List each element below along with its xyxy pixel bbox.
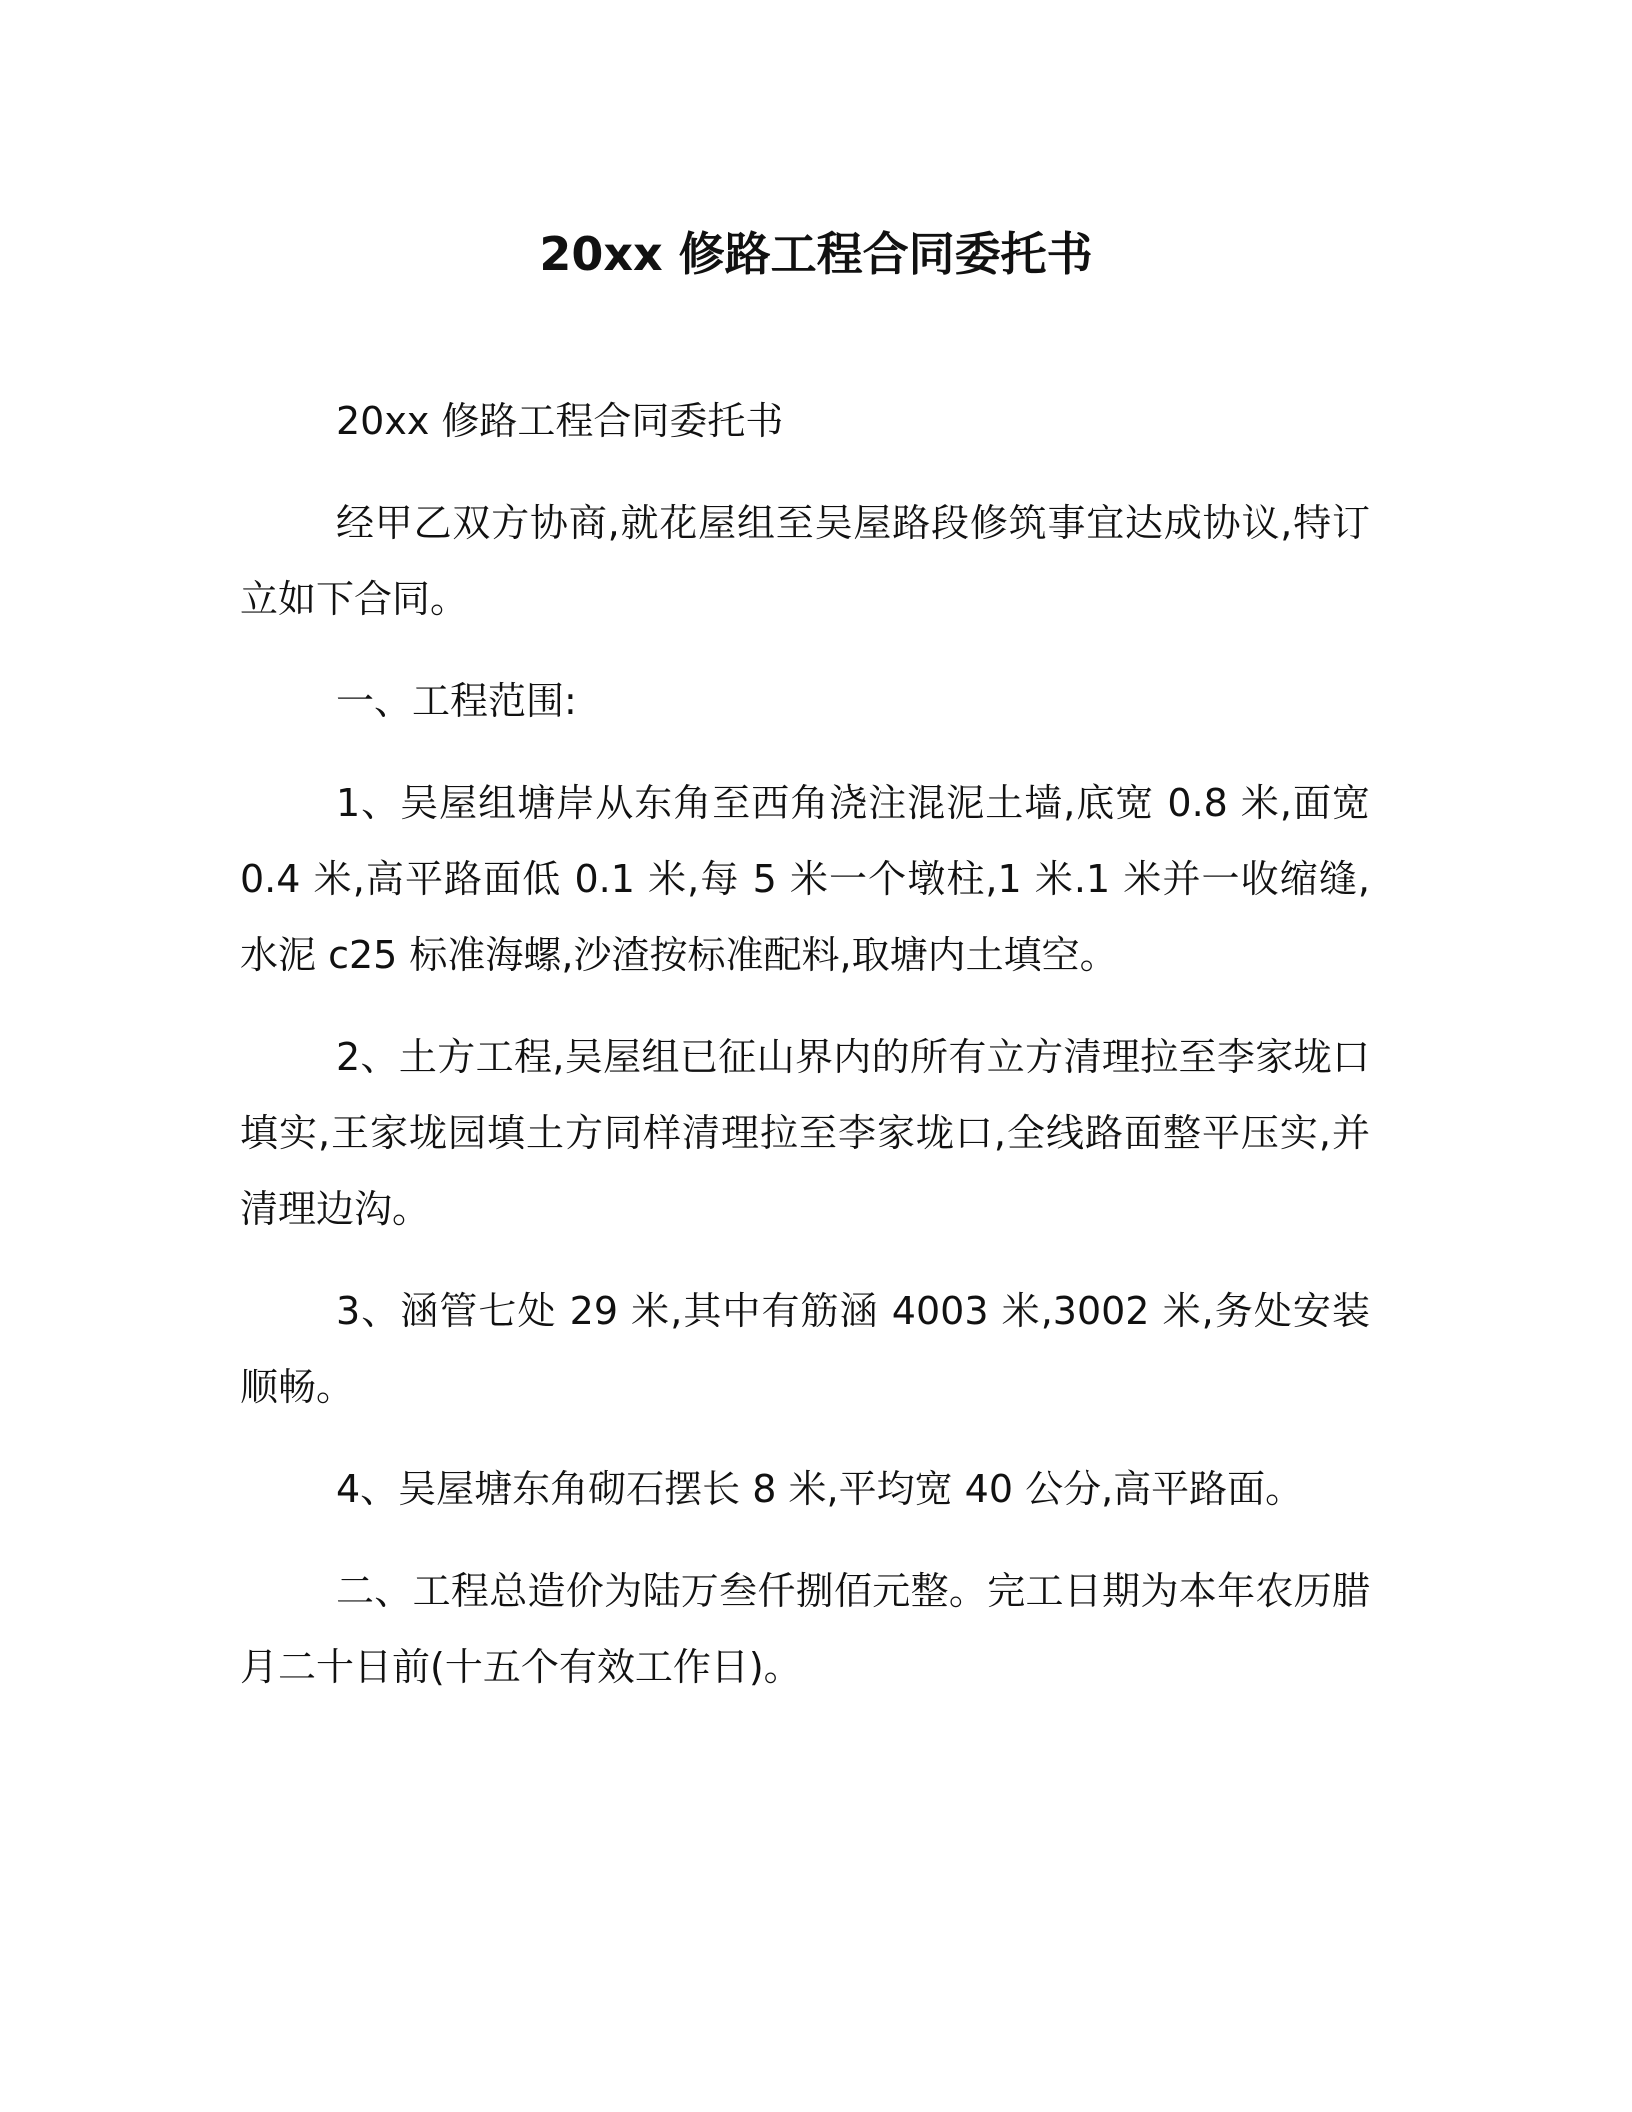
paragraph-cost-schedule: 二、工程总造价为陆万叁仟捌佰元整。完工日期为本年农历腊月二十日前(十五个有效工作日)。	[240, 1569, 1370, 1689]
paragraph-subtitle: 20xx 修路工程合同委托书	[336, 399, 784, 443]
paragraph-item-3: 3、涵管七处 29 米,其中有筋涵 4003 米,3002 米,务处安装顺畅。	[240, 1289, 1370, 1409]
document-body	[240, 383, 1370, 1731]
paragraph-item-2: 2、土方工程,吴屋组已征山界内的所有立方清理拉至李家垅口填实,王家垅园填土方同样清理拉至李家垅口,全线路面整平压实,并清理边沟。	[240, 1035, 1370, 1231]
paragraph-intro: 经甲乙双方协商,就花屋组至吴屋路段修筑事宜达成协议,特订立如下合同。	[240, 501, 1370, 621]
paragraph-item-4: 4、吴屋塘东角砌石摆长 8 米,平均宽 40 公分,高平路面。	[336, 1467, 1304, 1511]
section-heading-scope: 一、工程范围:	[336, 679, 577, 723]
paragraph-item-1: 1、吴屋组塘岸从东角至西角浇注混泥土墙,底宽 0.8 米,面宽 0.4 米,高平路面低 0.1 米,每 5 米一个墩柱,1 米.1 米并一收缩缝,水泥 c25 标准海螺,沙渣按标准配料,取塘内土填空。	[240, 781, 1370, 977]
document-title: 20xx 修路工程合同委托书	[539, 227, 1093, 281]
